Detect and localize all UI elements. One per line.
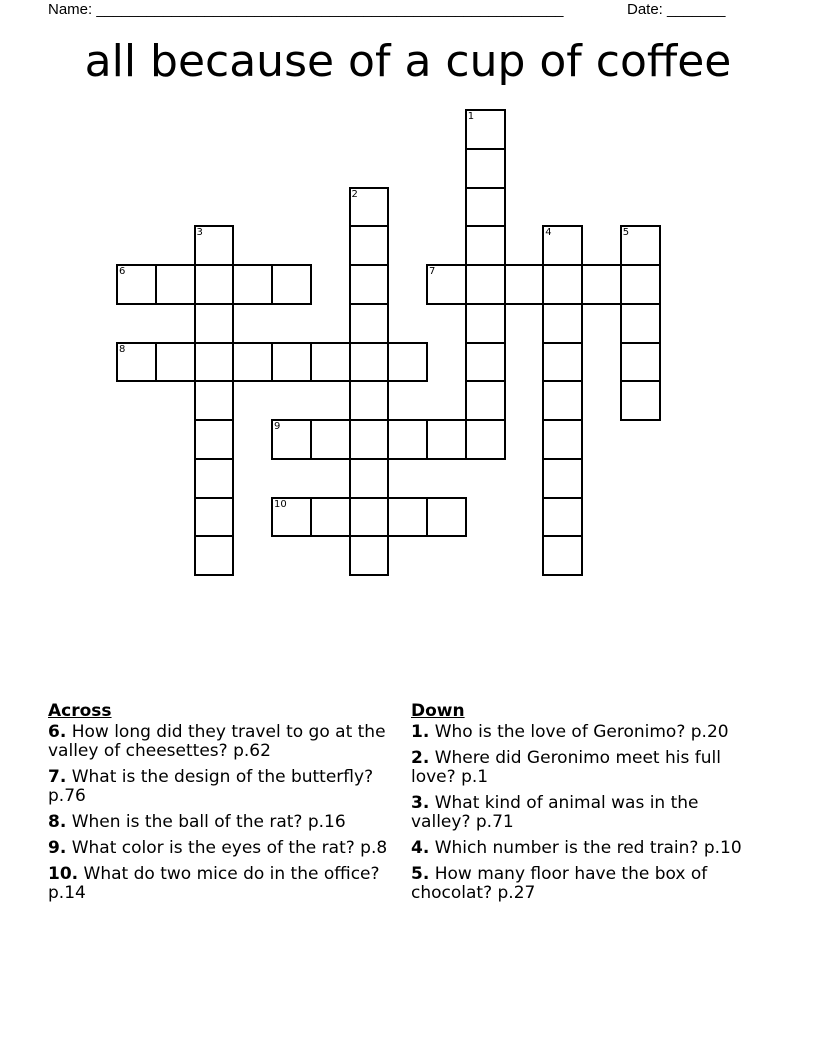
grid-cell[interactable]: [194, 225, 235, 266]
grid-cell[interactable]: [194, 264, 235, 305]
grid-cell[interactable]: [465, 109, 506, 150]
grid-cell[interactable]: [194, 458, 235, 499]
clue-text: What color is the eyes of the rat? p.8: [71, 838, 388, 858]
clue-text: When is the ball of the rat? p.16: [71, 812, 346, 832]
grid-cell[interactable]: [620, 342, 661, 383]
grid-cell[interactable]: [310, 497, 351, 538]
grid-cell[interactable]: [542, 225, 583, 266]
grid-cell[interactable]: [542, 342, 583, 383]
clue-text: What kind of animal was in the valley? p.71: [411, 793, 699, 832]
grid-cell[interactable]: [465, 187, 506, 228]
across-clues: [48, 702, 393, 910]
clue-number: 1.: [411, 722, 430, 742]
clue-number-label: 7: [429, 266, 436, 277]
clue-number-label: 6: [119, 266, 126, 277]
grid-cell[interactable]: [194, 380, 235, 421]
grid-cell[interactable]: [542, 264, 583, 305]
grid-cell[interactable]: [542, 497, 583, 538]
grid-cell[interactable]: [426, 264, 467, 305]
grid-cell[interactable]: [465, 225, 506, 266]
grid-cell[interactable]: [349, 225, 390, 266]
grid-cell[interactable]: [349, 458, 390, 499]
grid-cell[interactable]: [620, 380, 661, 421]
across-heading: Across: [48, 701, 112, 721]
clue-number: 9.: [48, 838, 67, 858]
clue-text: Who is the love of Geronimo? p.20: [434, 722, 729, 742]
clue-down: [411, 865, 756, 903]
clue-text: Which number is the red train? p.10: [434, 838, 742, 858]
grid-cell[interactable]: [542, 419, 583, 460]
clue-number-label: 8: [119, 343, 126, 355]
grid-cell[interactable]: [465, 303, 506, 344]
clue-number: 2.: [411, 748, 430, 768]
grid-cell[interactable]: [116, 342, 157, 383]
clue-text: How long did they travel to go at the valley of cheesettes? p.62: [48, 722, 386, 761]
grid-cell[interactable]: [542, 380, 583, 421]
clue-across: [48, 865, 393, 903]
grid-cell[interactable]: [155, 264, 196, 305]
grid-cell[interactable]: [542, 458, 583, 499]
grid-cell[interactable]: [310, 342, 351, 383]
grid-cell[interactable]: [349, 380, 390, 421]
grid-cell[interactable]: [387, 497, 428, 538]
clue-number-label: 10: [274, 498, 287, 510]
clue-number: 5.: [411, 864, 430, 884]
grid-cell[interactable]: [465, 264, 506, 305]
date-field[interactable]: Date: _______: [627, 1, 726, 18]
clue-number-label: 2: [351, 188, 358, 200]
grid-cell[interactable]: [542, 303, 583, 344]
clue-number-label: 9: [274, 421, 281, 432]
clue-number-label: 4: [545, 227, 552, 239]
clue-number-label: 3: [196, 227, 203, 239]
grid-cell[interactable]: [504, 264, 545, 305]
grid-cell[interactable]: [465, 419, 506, 460]
clue-across: [48, 813, 393, 832]
grid-cell[interactable]: [155, 342, 196, 383]
grid-cell[interactable]: [271, 497, 312, 538]
grid-cell[interactable]: [349, 187, 390, 228]
clue-number: 3.: [411, 793, 430, 813]
clue-number: 7.: [48, 767, 67, 787]
clue-text: What is the design of the butterfly? p.76: [48, 767, 374, 806]
clue-across: [48, 723, 393, 761]
clue-across: [48, 839, 393, 858]
grid-cell[interactable]: [349, 342, 390, 383]
grid-cell[interactable]: [271, 264, 312, 305]
down-heading: Down: [411, 701, 465, 721]
grid-cell[interactable]: [620, 225, 661, 266]
grid-cell[interactable]: [232, 342, 273, 383]
page-title: all because of a cup of coffee: [84, 36, 732, 87]
clue-down: [411, 723, 756, 742]
clue-text: Where did Geronimo meet his full love? p.1: [411, 748, 721, 787]
grid-cell[interactable]: [271, 342, 312, 383]
down-clues: [411, 702, 756, 910]
grid-cell[interactable]: [581, 264, 622, 305]
grid-cell[interactable]: [465, 342, 506, 383]
clue-number-label: 1: [467, 111, 475, 122]
grid-cell[interactable]: [465, 148, 506, 189]
grid-cell[interactable]: [349, 264, 390, 305]
grid-cell[interactable]: [426, 497, 467, 538]
grid-cell[interactable]: [232, 264, 273, 305]
grid-cell[interactable]: [387, 342, 428, 383]
grid-cell[interactable]: [194, 419, 235, 460]
grid-cell[interactable]: [310, 419, 351, 460]
grid-cell[interactable]: [349, 419, 390, 460]
grid-cell[interactable]: [116, 264, 157, 305]
clue-across: [48, 768, 393, 806]
grid-cell[interactable]: [194, 497, 235, 538]
grid-cell[interactable]: [194, 535, 235, 576]
grid-cell[interactable]: [426, 419, 467, 460]
grid-cell[interactable]: [349, 535, 390, 576]
clue-down: [411, 749, 756, 787]
grid-cell[interactable]: [620, 303, 661, 344]
grid-cell[interactable]: [194, 303, 235, 344]
clue-down: [411, 839, 756, 858]
grid-cell[interactable]: [349, 303, 390, 344]
clue-text: What do two mice do in the office? p.14: [48, 864, 380, 903]
grid-cell[interactable]: [194, 342, 235, 383]
grid-cell[interactable]: [620, 264, 661, 305]
clue-down: [411, 794, 756, 832]
clue-number: 10.: [48, 864, 79, 884]
grid-cell[interactable]: [542, 535, 583, 576]
grid-cell[interactable]: [387, 419, 428, 460]
grid-cell[interactable]: [271, 419, 312, 460]
clue-number: 4.: [411, 838, 430, 858]
grid-cell[interactable]: [465, 380, 506, 421]
clue-text: How many floor have the box of chocolat? p.27: [411, 864, 708, 903]
clue-number: 8.: [48, 812, 67, 832]
name-field[interactable]: Name: ________________________________________________________: [48, 1, 564, 18]
clue-number-label: 5: [622, 227, 630, 239]
clue-number: 6.: [48, 722, 67, 742]
grid-cell[interactable]: [349, 497, 390, 538]
